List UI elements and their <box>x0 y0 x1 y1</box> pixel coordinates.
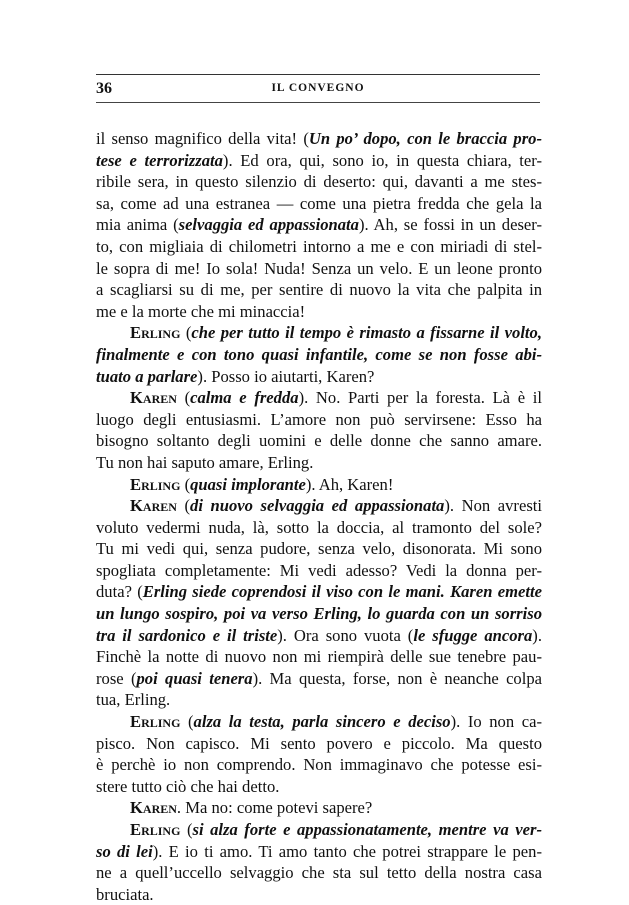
text-run: Tu non hai saputo amare, Erling. <box>96 452 314 472</box>
text-run: . Ma no: come potevi sapere? <box>176 798 373 818</box>
body-text <box>96 128 542 905</box>
text-line <box>96 301 542 323</box>
header-rule-bottom <box>96 102 540 103</box>
text-run: tua, Erling. <box>96 690 171 710</box>
text-run: è perchè io non comprendo. Non immaginavo che potesse esi- <box>96 755 542 775</box>
text-line <box>96 884 542 905</box>
text-line <box>96 776 542 798</box>
page-number: 36 <box>96 80 112 97</box>
stage-direction: selvaggia ed appassionata <box>178 215 359 235</box>
stage-direction: che per tutto il tempo è rimasto a fissarne il volto, <box>191 323 542 343</box>
text-run: ( <box>180 474 191 494</box>
stage-direction: Un po’ dopo, con le braccia pro- <box>308 129 542 148</box>
text-run: me e la morte che mi minaccia! <box>96 301 306 321</box>
page-header <box>96 78 540 100</box>
stage-direction: so di lei <box>96 841 153 861</box>
speaker-name: Karen <box>130 798 177 818</box>
speaker-name: Erling <box>130 323 181 343</box>
speaker-name: Karen <box>130 496 177 516</box>
text-run: ne a quell’uccello selvaggio che sta sul tetto della nostra casa <box>96 863 542 883</box>
text-run: rose ( <box>96 668 137 688</box>
stage-direction: un lungo sospiro, poi va verso Erling, lo guarda con un sorriso <box>96 604 542 624</box>
text-line <box>96 258 542 280</box>
text-run: ). Ah, Karen! <box>305 474 394 494</box>
text-run: ( <box>180 323 192 343</box>
text-line <box>96 322 542 344</box>
text-line <box>96 344 542 366</box>
text-line <box>96 733 542 755</box>
text-line <box>96 236 542 258</box>
text-line <box>96 819 542 841</box>
text-run: ( <box>180 712 194 732</box>
text-line <box>96 711 542 733</box>
text-run: ( <box>176 496 191 516</box>
speaker-name: Erling <box>130 820 181 839</box>
text-run: le sopra di me! Io sola! Nuda! Senza un velo. E un leone pronto <box>96 258 542 278</box>
stage-direction: Erling siede coprendosi il viso con le mani. Karen emette <box>142 582 542 602</box>
stage-direction: tuato a parlare <box>96 366 198 386</box>
text-line <box>96 150 542 172</box>
speaker-name: Karen <box>130 388 177 408</box>
text-line <box>96 430 542 452</box>
text-line <box>96 193 542 215</box>
text-run: voluto vedermi nuda, là, sotto la doccia, al tramonto del sole? <box>96 517 542 537</box>
text-line <box>96 754 542 776</box>
text-line <box>96 797 542 819</box>
text-run: spogliata completamente: Mi vedi adesso? Vedi la donna per- <box>96 560 542 580</box>
text-run: ( <box>176 388 191 408</box>
text-line <box>96 452 542 474</box>
stage-direction: si alza forte e appassionatamente, mentre va ver- <box>192 820 542 839</box>
stage-direction: di nuovo selvaggia ed appassionata <box>190 496 445 516</box>
text-line <box>96 581 542 603</box>
text-run: duta? ( <box>96 582 143 602</box>
text-line <box>96 128 542 150</box>
text-run: ). Non avresti <box>444 496 542 516</box>
text-run: Finchè la notte di nuovo non mi riempirà delle sue tenebre pau- <box>96 647 542 667</box>
text-run: ). Posso io aiutarti, Karen? <box>197 366 375 386</box>
text-line <box>96 409 542 431</box>
stage-direction: tra il sardonico e il triste <box>96 625 278 645</box>
text-line <box>96 538 542 560</box>
text-run: ). Ah, se fossi in un deser- <box>358 215 542 235</box>
stage-direction: le sfugge ancora <box>413 625 533 645</box>
header-rule-top <box>96 74 540 75</box>
text-run: stere tutto ciò che hai detto. <box>96 776 280 796</box>
text-line <box>96 603 542 625</box>
text-line <box>96 841 542 863</box>
text-line <box>96 495 542 517</box>
text-line <box>96 387 542 409</box>
text-line <box>96 279 542 301</box>
text-line <box>96 560 542 582</box>
text-line <box>96 366 542 388</box>
text-line <box>96 862 542 884</box>
stage-direction: tese e terrorizzata <box>96 150 223 170</box>
text-run: ). Ed ora, qui, sono io, in questa chiara, ter- <box>222 150 542 170</box>
speaker-name: Erling <box>130 474 181 494</box>
text-run: ). No. Parti per la foresta. Là è il <box>298 388 542 408</box>
text-run: mia anima ( <box>96 215 179 235</box>
text-line <box>96 625 542 647</box>
text-run: bisogno soltanto degli uomini e delle donne che sanno amare. <box>96 431 542 451</box>
stage-direction: alza la testa, parla sincero e deciso <box>193 712 451 732</box>
text-line <box>96 214 542 236</box>
text-line <box>96 689 542 711</box>
text-line <box>96 474 542 496</box>
stage-direction: calma e fredda <box>190 388 299 408</box>
text-run: ). Io non ca- <box>450 712 542 732</box>
text-run: ( <box>180 820 193 839</box>
text-run: pisco. Non capisco. Mi sento povero e piccolo. Ma questo <box>96 733 542 753</box>
text-run: ). E io ti amo. Ti amo tanto che potrei strappare le pen- <box>152 841 542 861</box>
text-run: sa, come ad una estranea — come una pietra fredda che gela la <box>96 193 542 213</box>
text-run: Tu mi vedi qui, senza pudore, senza velo, disonorata. Mi sono <box>96 539 542 559</box>
running-title: IL CONVEGNO <box>271 82 365 94</box>
text-run: ). <box>532 625 542 645</box>
text-line <box>96 668 542 690</box>
text-run: il senso magnifico della vita! ( <box>96 129 309 148</box>
stage-direction: quasi implorante <box>190 474 306 494</box>
stage-direction: poi quasi tenera <box>136 668 253 688</box>
stage-direction: finalmente e con tono quasi infantile, come se non fosse abi- <box>96 344 542 364</box>
text-line <box>96 517 542 539</box>
text-run: ribile sera, in questo silenzio di deserto: qui, davanti a me stes- <box>96 172 542 192</box>
text-line <box>96 171 542 193</box>
text-run: luogo degli entusiasmi. L’amore non può servirsene: Esso ha <box>96 409 542 429</box>
text-run: to, con migliaia di chilometri intorno a me e con miriadi di stel- <box>96 236 542 256</box>
text-run: bruciata. <box>96 884 154 904</box>
speaker-name: Erling <box>130 712 181 732</box>
text-line <box>96 646 542 668</box>
text-run: a scagliarsi su di me, per sentire di nuovo la vita che palpita in <box>96 280 542 300</box>
text-run: ). Ora sono vuota ( <box>277 625 414 645</box>
text-run: ). Ma questa, forse, non è neanche colpa <box>252 668 542 688</box>
